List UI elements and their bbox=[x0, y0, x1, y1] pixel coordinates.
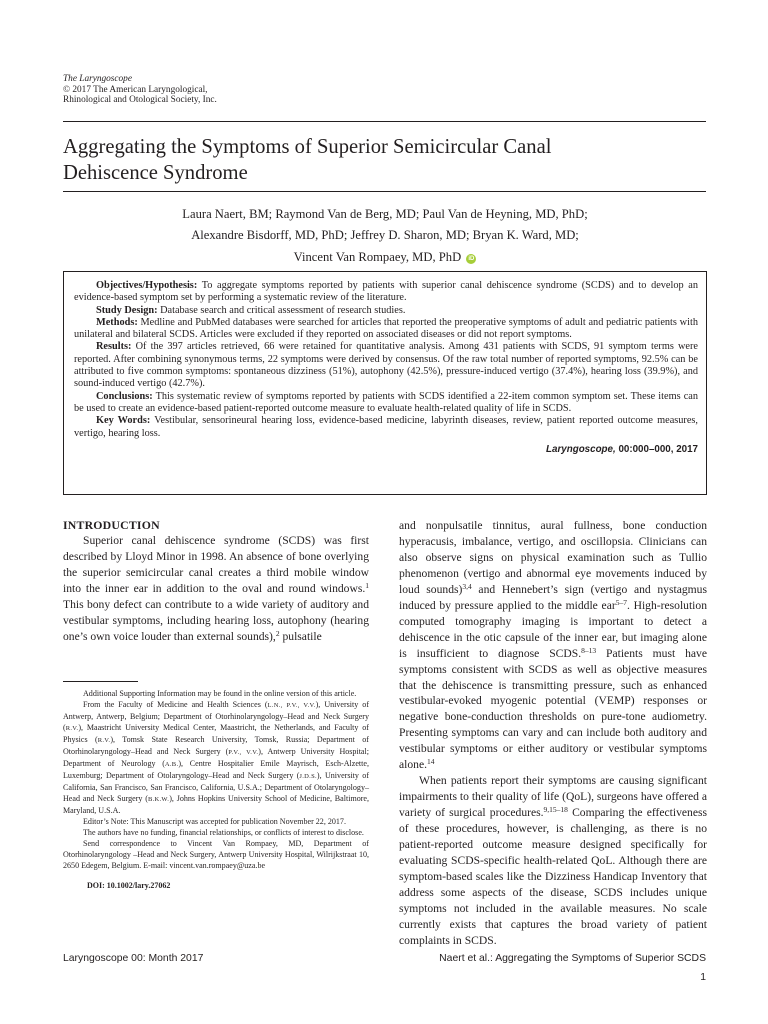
journal-masthead bbox=[63, 74, 217, 106]
body-text: This bony defect can contribute to a wide variety of auditory and vestibular symptoms, including hearing loss, autophony (hearing one’s own voice louder than external sounds), bbox=[63, 597, 369, 643]
reference-link[interactable]: 1 bbox=[365, 580, 369, 590]
top-rule bbox=[63, 121, 706, 122]
abstract-text: Of the 397 articles retrieved, 66 were retained for quantitative analysis. Among 431 patients with SCDS, 91 symptom terms were reported. After combining synonymous terms, 22 symptoms were derived by consensus. Of the raw total number of reported symptoms, 92.5% can be attributed to five common symptoms: spontaneous dizziness (51%), autophony (42.5%), pressure-induced vertigo (37.4%), hearing loss (39.9%), and sound-induced vertigo (42.7%). bbox=[74, 341, 698, 390]
citation bbox=[74, 444, 698, 456]
abstract-text: Database search and critical assessment of research studies. bbox=[160, 304, 406, 316]
citation-journal: Laryngoscope, bbox=[546, 443, 616, 455]
orcid-icon[interactable]: iD bbox=[468, 255, 475, 262]
title-line: Aggregating the Symptoms of Superior Semicircular Canal bbox=[63, 136, 552, 158]
abstract-conclusions bbox=[74, 391, 698, 416]
title-rule bbox=[63, 191, 706, 192]
footnote-text: ), Maastricht University Medical Center, Maastricht, the Netherlands, and Faculty of Physics ( bbox=[63, 723, 369, 744]
footnote: Additional Supporting Information may be found in the online version of this article. bbox=[83, 689, 357, 698]
footnote-correspondence: Send correspondence to Vincent Van Rompaey, MD, Department of Otorhinolaryngology –Head and Neck Surgery, Antwerp University Hospital, Wilrijkstraat 10, 2650 Edegem, Belgium. E-mail: vincent.van.rompaey@uza.be bbox=[63, 839, 369, 870]
running-footer-right: Naert et al.: Aggregating the Symptoms of Superior SCDS bbox=[439, 953, 706, 964]
body-paragraph bbox=[399, 518, 707, 773]
doi-link[interactable]: DOI: 10.1002/lary.27062 bbox=[87, 881, 171, 890]
abstract-label: Study Design: bbox=[96, 304, 158, 316]
author-initials: L.N., P.V., V.V. bbox=[267, 702, 316, 709]
footnote-text: ), Centre Hospitalier Emile Mayrisch, Esch-Alzette, Luxemburg; Department of Otolaryngology–Head and Neck Surgery ( bbox=[63, 759, 369, 780]
body-paragraph bbox=[63, 533, 369, 645]
copyright-line: Rhinological and Otological Society, Inc. bbox=[63, 95, 217, 106]
abstract-keywords bbox=[74, 415, 698, 440]
footnote-text: ), Antwerp University Hospital; Department of Neurology ( bbox=[63, 747, 369, 768]
abstract-objectives bbox=[74, 280, 698, 305]
author-line bbox=[80, 247, 690, 268]
author-line: Alexandre Bisdorff, MD, PhD; Jeffrey D. Sharon, MD; Bryan K. Ward, MD; bbox=[191, 228, 579, 243]
footnote-rule bbox=[63, 681, 138, 682]
author-initials: J.D.S. bbox=[299, 773, 317, 780]
abstract-box bbox=[63, 271, 707, 495]
right-column bbox=[399, 518, 707, 949]
footnote-text: From the Faculty of Medicine and Health Sciences ( bbox=[83, 700, 268, 709]
abstract-label: Key Words: bbox=[96, 415, 151, 427]
author-list bbox=[80, 204, 690, 268]
copyright-line: © 2017 The American Laryngological, bbox=[63, 84, 208, 95]
abstract-text: Vestibular, sensorineural hearing loss, evidence-based medicine, labyrinth diseases, review, patient reported outcome measures, vertigo, hearing loss. bbox=[74, 415, 698, 439]
section-heading: INTRODUCTION bbox=[63, 518, 160, 532]
reference-link[interactable]: 3,4 bbox=[462, 581, 472, 591]
author-line: Laura Naert, BM; Raymond Van de Berg, MD; Paul Van de Heyning, MD, PhD; bbox=[182, 207, 588, 221]
reference-link[interactable]: 14 bbox=[427, 757, 435, 767]
abstract-text: This systematic review of symptoms reported by patients with SCDS identified a 22-item common symptom set. These items can be used to create an evidence-based patient-reported outcome measure to evaluate health-related quality of life in SCDS. bbox=[74, 390, 698, 414]
running-footer-left: Laryngoscope 00: Month 2017 bbox=[63, 953, 204, 964]
citation-volume: 00:000–000, 2017 bbox=[618, 443, 698, 455]
reference-link[interactable]: 8–13 bbox=[581, 645, 597, 655]
page-number: 1 bbox=[700, 972, 706, 983]
body-text: Comparing the effectiveness of these procedures, however, is challenging, as there is no patient-reported outcome measure designed specifically for evaluating SCDS-specific health-related QoL. Although there are symptom-based scales like the Dizziness Handicap Inventory that address some aspects of the disease, SCDS includes unique symptoms not included in the available measures. No scale currently exists that captures the broad variety of patient complaints in SCDS. bbox=[399, 806, 707, 947]
title-line: Dehiscence Syndrome bbox=[63, 162, 248, 184]
article-title bbox=[63, 134, 703, 186]
abstract-label: Objectives/Hypothesis: bbox=[96, 280, 198, 291]
abstract-methods bbox=[74, 317, 698, 342]
abstract-label: Conclusions: bbox=[96, 390, 153, 402]
footnote-affiliations bbox=[63, 699, 369, 816]
body-text: When patients report their symptoms are causing significant impairments to their quality of life (QoL), surgeons have offered a variety of surgical procedures. bbox=[399, 774, 707, 820]
abstract-design bbox=[74, 305, 698, 317]
footnote-text: ), University of California, San Francisco, San Francisco, California, U.S.A.; Department of Otolaryngology–Head and Neck Surgery ( bbox=[63, 771, 370, 803]
body-text: and nonpulsatile tinnitus, aural fullness, bone conduction hyperacusis, imbalance, vertigo, and oscillopsia. Clinicians can also observe signs on physical examination such as Tullio phenomenon (vertigo and abnormal eye movements induced by loud sounds) bbox=[399, 519, 707, 596]
body-text: Patients must have symptoms consistent with SCDS as well as objective measures that the dehiscence is transmitting pressure, such as enhanced vestibular-evoked myogenic potential (VEMP) responses or negative bone-conduction thresholds on pure-tone audiometry. Presenting symptoms can vary and can include both auditory and vestibular symptoms or either auditory or vestibular symptoms alone. bbox=[399, 646, 707, 772]
abstract-label: Results: bbox=[96, 341, 132, 353]
abstract-results bbox=[74, 341, 698, 390]
author-initials: R.V. bbox=[65, 725, 79, 732]
footnote-text: ), University of Antwerp, Antwerp, Belgium; Department of Otorhinolaryngology–Head and Neck Surgery ( bbox=[63, 700, 370, 732]
footnote: Editor’s Note: This Manuscript was accepted for publication November 22, 2017. bbox=[83, 817, 346, 826]
body-text: Superior canal dehiscence syndrome (SCDS) was first described by Lloyd Minor in 1998. An absence of bone overlying the superior semicircular canal creates a third mobile window into the inner ear in addition to the oval and round windows. bbox=[63, 534, 369, 595]
author-initials: P.V., V.V. bbox=[228, 749, 259, 756]
author-initials: R.V. bbox=[97, 737, 111, 744]
body-text: and Hennebert’s sign (vertigo and nystagmus induced by pressure applied to the middle ear bbox=[399, 582, 707, 612]
body-text: pulsatile bbox=[279, 629, 322, 643]
author-name: Vincent Van Rompaey, MD, PhD bbox=[293, 249, 462, 264]
abstract-text: To aggregate symptoms reported by patients with superior canal dehiscence syndrome (SCDS) and to develop an evidence-based symptom set by performing a systematic review of the literature. bbox=[74, 280, 698, 304]
reference-link[interactable]: 9,15–18 bbox=[543, 805, 568, 815]
author-initials: A.B. bbox=[164, 761, 179, 768]
footnote-text: ), Johns Hopkins University School of Medicine, Baltimore, Maryland, U.S.A. bbox=[63, 794, 369, 815]
footnote-text: ), Tomsk State Research University, Tomsk, Russia; Department of Otorhinolaryngology–Head and Neck Surgery ( bbox=[63, 735, 369, 756]
footnote: The authors have no funding, financial relationships, or conflicts of interest to disclose. bbox=[83, 828, 364, 837]
reference-link[interactable]: 5–7 bbox=[615, 597, 627, 607]
abstract-text: Medline and PubMed databases were searched for articles that reported the preoperative symptoms of adult and pediatric patients with unilateral and bilateral SCDS. Articles were excluded if they reported on associated diseases or did not report symptoms. bbox=[74, 316, 698, 341]
footnotes bbox=[63, 681, 369, 891]
body-text: . High-resolution computed tomography imaging is important to detect a dehiscence in the otic capsule of the inner ear, but imaging alone is insufficient to diagnose SCDS. bbox=[399, 598, 707, 660]
author-initials: B.K.W. bbox=[147, 796, 170, 803]
journal-name: The Laryngoscope bbox=[63, 74, 132, 84]
reference-link[interactable]: 2 bbox=[275, 628, 280, 638]
left-column bbox=[63, 518, 369, 645]
body-paragraph bbox=[399, 773, 707, 948]
abstract-label: Methods: bbox=[96, 316, 138, 328]
